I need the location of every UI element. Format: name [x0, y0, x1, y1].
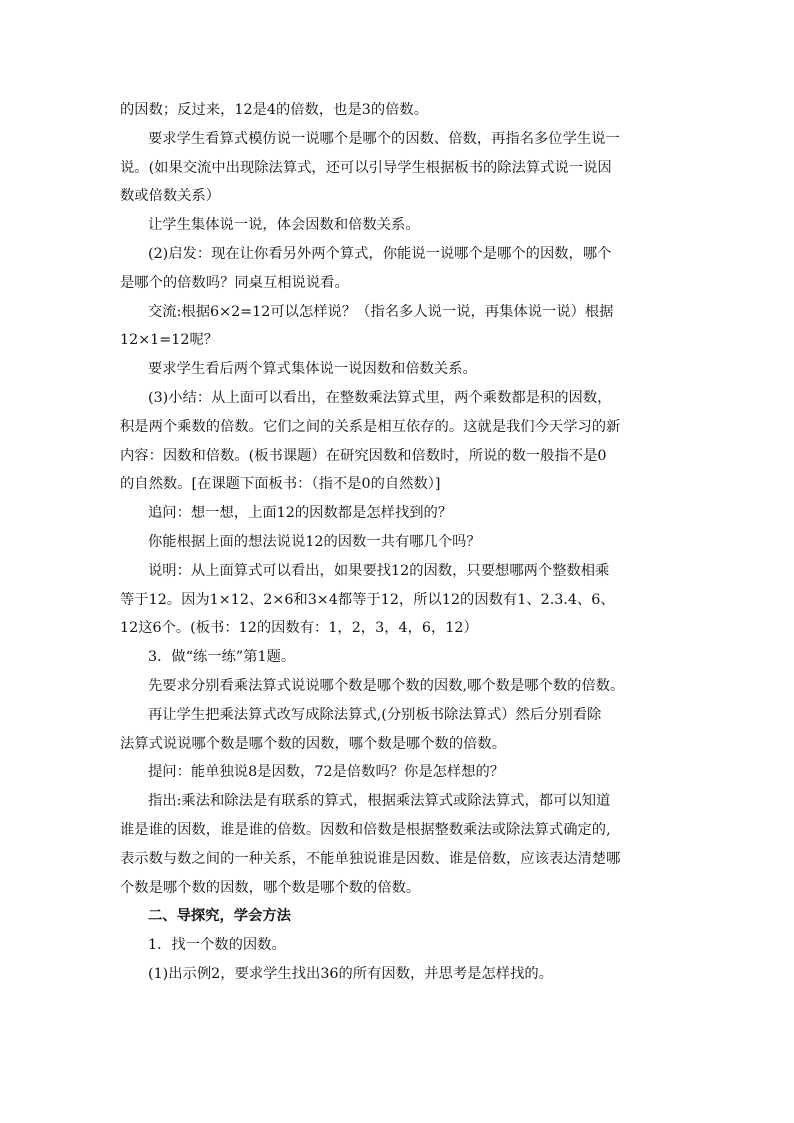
text-line-21: 先要求分别看乘法算式说说哪个数是哪个数的因数,哪个数是哪个数的倍数。	[148, 677, 625, 694]
text-line-6: (2)启发：现在让你看另外两个算式，你能说一说哪个是哪个的因数，哪个	[148, 245, 612, 262]
document-body	[120, 96, 680, 989]
text-line-17: 说明：从上面算式可以看出，如果要找12的因数，只要想哪两个整数相乘	[148, 562, 610, 579]
text-line-9: 12×1=12呢？	[120, 332, 219, 349]
text-line-3: 说。(如果交流中出现除法算式，还可以引导学生根据板书的除法算式说一说因	[120, 159, 612, 176]
text-line-28: 个数是哪个数的因数，哪个数是哪个数的倍数。	[120, 879, 421, 896]
text-line-15: 追问：想一想，上面12的因数都是怎样找到的？	[148, 505, 453, 522]
text-line-12: 积是两个乘数的倍数。它们之间的关系是相互依存的。这就是我们今天学习的新	[120, 418, 621, 435]
text-line-1: 的因数；反过来，12是4的倍数，也是3的倍数。	[120, 102, 429, 118]
text-line-22: 再让学生把乘法算式改写成除法算式,(分别板书除法算式）然后分别看除	[148, 706, 602, 723]
text-line-14: 的自然数。[在课题下面板书：（指不是0的自然数）]	[120, 476, 441, 493]
text-line-2: 要求学生看算式模仿说一说哪个是哪个的因数、倍数，再指名多位学生说一	[148, 130, 620, 147]
text-line-26: 谁是谁的因数，谁是谁的倍数。因数和倍数是根据整数乘法或除法算式确定的,	[120, 821, 611, 838]
text-line-4: 数或倍数关系）	[120, 188, 221, 205]
text-line-7: 是哪个的倍数吗？同桌互相说说看。	[120, 274, 349, 291]
text-line-16: 你能根据上面的想法说说12的因数一共有哪几个吗？	[148, 533, 481, 550]
text-line-23: 法算式说说哪个数是哪个数的因数，哪个数是哪个数的倍数。	[120, 735, 507, 752]
text-line-11: (3)小结：从上面可以看出，在整数乘法算式里，两个乘数都是积的因数，	[148, 389, 612, 406]
text-line-27: 表示数与数之间的一种关系，不能单独说谁是因数、谁是倍数，应该表达清楚哪	[120, 850, 621, 867]
text-line-19: 12这6个。(板书：12的因数有：1，2，3，4，6，12）	[120, 620, 478, 637]
text-line-10: 要求学生看后两个算式集体说一说因数和倍数关系。	[148, 361, 477, 378]
text-line-31: (1)出示例2，要求学生找出36的所有因数，并思考是怎样找的。	[148, 965, 553, 982]
text-line-18: 等于12。因为1×12、2×6和3×4都等于12，所以12的因数有1、2.3.4、6、	[120, 591, 615, 608]
text-line-30: 1．找一个数的因数。	[148, 937, 286, 954]
text-line-13: 内容：因数和倍数。(板书课题）在研究因数和倍数时，所说的数一般指不是0	[120, 447, 607, 464]
text-line-24: 提问：能单独说8是因数，72是倍数吗？你是怎样想的？	[148, 764, 505, 781]
text-line-8: 交流:根据6×2=12可以怎样说？（指名多人说一说，再集体说一说）根据	[148, 303, 614, 320]
text-line-25: 指出:乘法和除法是有联系的算式，根据乘法算式或除法算式，都可以知道	[148, 793, 611, 810]
text-line-5: 让学生集体说一说，体会因数和倍数关系。	[148, 217, 420, 234]
section-heading: 二、导探究，学会方法	[148, 908, 291, 925]
text-line-20: 3．做“练一练”第1题。	[148, 649, 296, 666]
